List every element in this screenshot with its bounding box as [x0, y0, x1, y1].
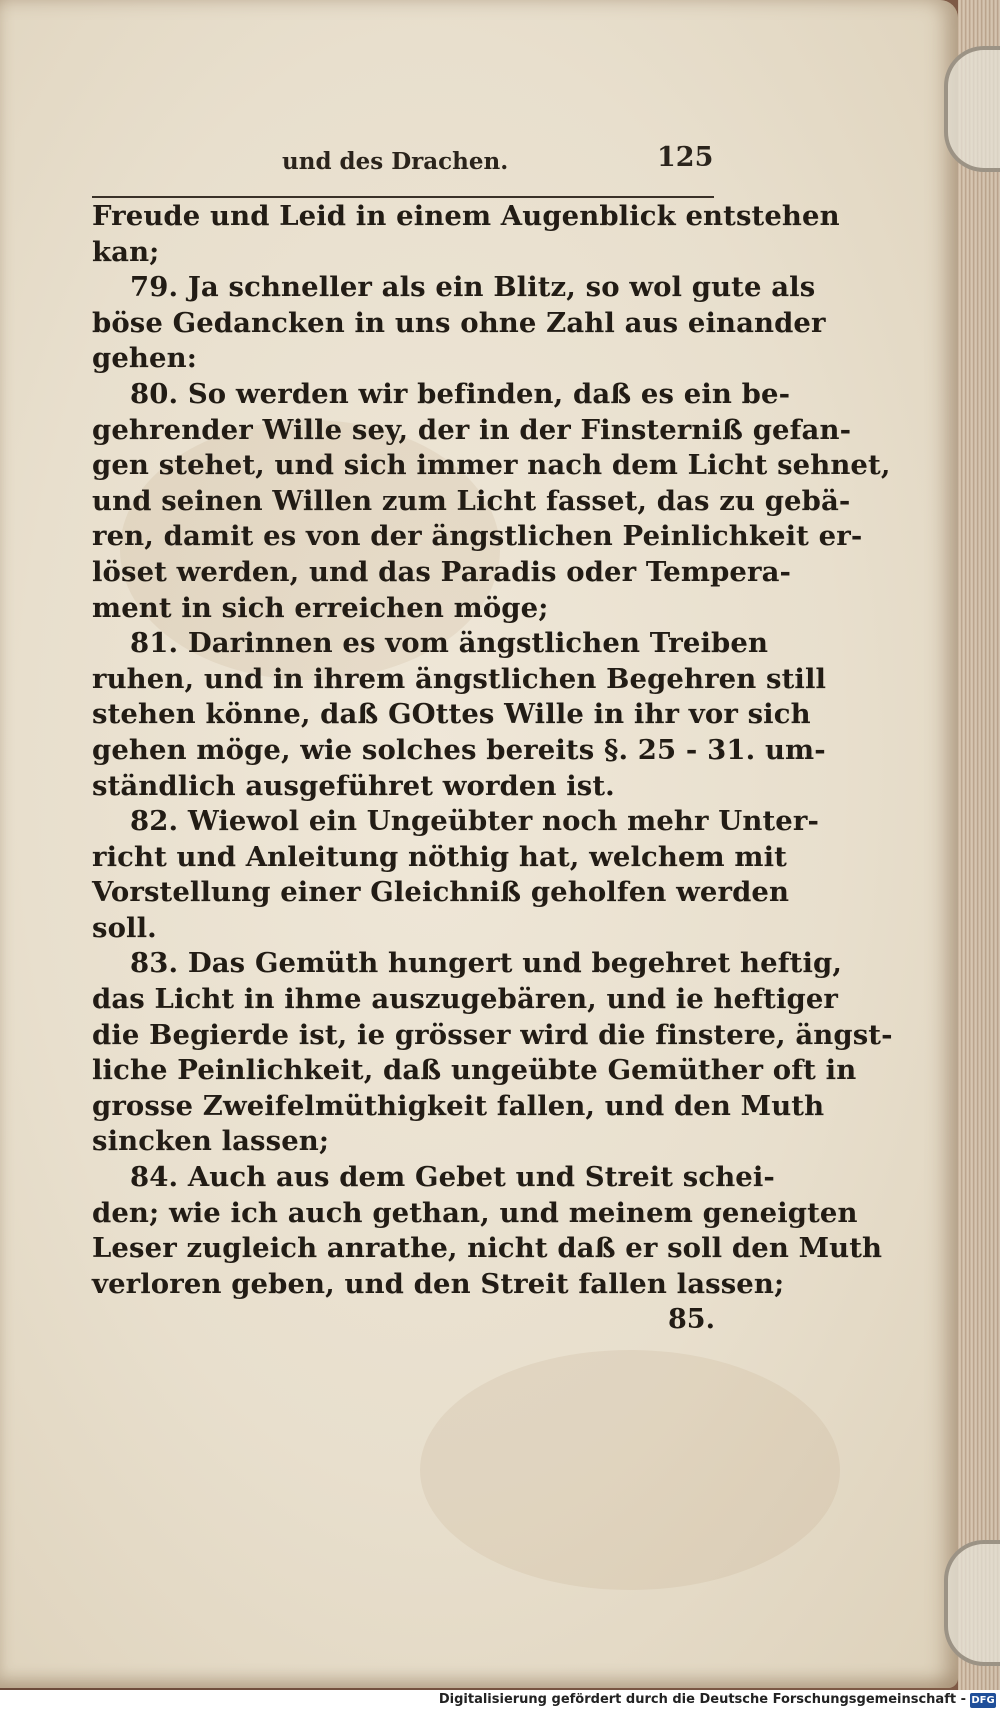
text-line: verloren geben, und den Streit fallen lassen; — [92, 1267, 785, 1300]
dfg-logo: DFG — [971, 1695, 995, 1706]
text-line: gehrender Wille sey, der in der Finsterniß gefan- — [92, 413, 852, 446]
text-line: Vorstellung einer Gleichniß geholfen werden — [92, 876, 790, 909]
running-title: und des Drachen. — [282, 148, 509, 175]
text-line: soll. — [92, 911, 157, 944]
text-line: das Licht in ihme auszugebären, und ie heftiger — [92, 983, 839, 1016]
page-header — [92, 140, 720, 184]
text-line: 83. Das Gemüth hungert und begehret heftig, — [130, 947, 843, 980]
text-line: Leser zugleich anrathe, nicht daß er soll den Muth — [92, 1232, 883, 1265]
text-line: kan; — [92, 235, 160, 268]
text-line: ruhen, und in ihrem ängstlichen Begehren still — [92, 662, 827, 695]
text-line: 79. Ja schneller als ein Blitz, so wol gute als — [130, 271, 816, 304]
text-line: gen stehet, und sich immer nach dem Licht sehnet, — [92, 449, 891, 482]
paper-stain — [420, 1350, 840, 1590]
page-edges — [958, 0, 1000, 1690]
footer-bar — [0, 1690, 1000, 1712]
text-line: und seinen Willen zum Licht fasset, das zu gebä- — [92, 484, 851, 517]
text-line: liche Peinlichkeit, daß ungeübte Gemüther oft in — [92, 1054, 857, 1087]
page-number: 125 — [657, 142, 714, 173]
text-line: ständlich ausgeführet worden ist. — [92, 769, 615, 802]
text-line: richt und Anleitung nöthig hat, welchem mit — [92, 840, 787, 873]
clasp-bottom — [944, 1540, 1000, 1666]
text-line: gehen: — [92, 342, 197, 375]
clasp-top — [944, 46, 1000, 172]
body-text — [92, 198, 893, 1301]
text-line: ren, damit es von der ängstlichen Peinlichkeit er- — [92, 520, 863, 553]
text-line: 82. Wiewol ein Ungeübter noch mehr Unter- — [130, 805, 819, 838]
text-line: stehen könne, daß GOttes Wille in ihr vor sich — [92, 698, 811, 731]
digitization-credit: Digitalisierung gefördert durch die Deutsche Forschungsgemeinschaft - — [438, 1692, 966, 1707]
text-line: 81. Darinnen es vom ängstlichen Treiben — [130, 627, 769, 660]
text-line: ment in sich erreichen möge; — [92, 591, 549, 624]
text-line: Freude und Leid in einem Augenblick entstehen — [92, 200, 840, 232]
text-line: löset werden, und das Paradis oder Tempera- — [92, 555, 792, 588]
text-line: die Begierde ist, ie grösser wird die finstere, ängst- — [92, 1018, 893, 1051]
catchword: 85. — [668, 1304, 715, 1335]
text-line: grosse Zweifelmüthigkeit fallen, und den Muth — [92, 1089, 825, 1122]
text-line: 80. So werden wir befinden, daß es ein be- — [130, 377, 791, 410]
text-line: den; wie ich auch gethan, und meinem geneigten — [92, 1196, 858, 1229]
text-line: 84. Auch aus dem Gebet und Streit schei- — [130, 1161, 775, 1194]
text-line: böse Gedancken in uns ohne Zahl aus einander — [92, 306, 826, 339]
text-line: gehen möge, wie solches bereits §. 25 - 31. um- — [92, 733, 826, 766]
text-line: sincken lassen; — [92, 1125, 330, 1158]
